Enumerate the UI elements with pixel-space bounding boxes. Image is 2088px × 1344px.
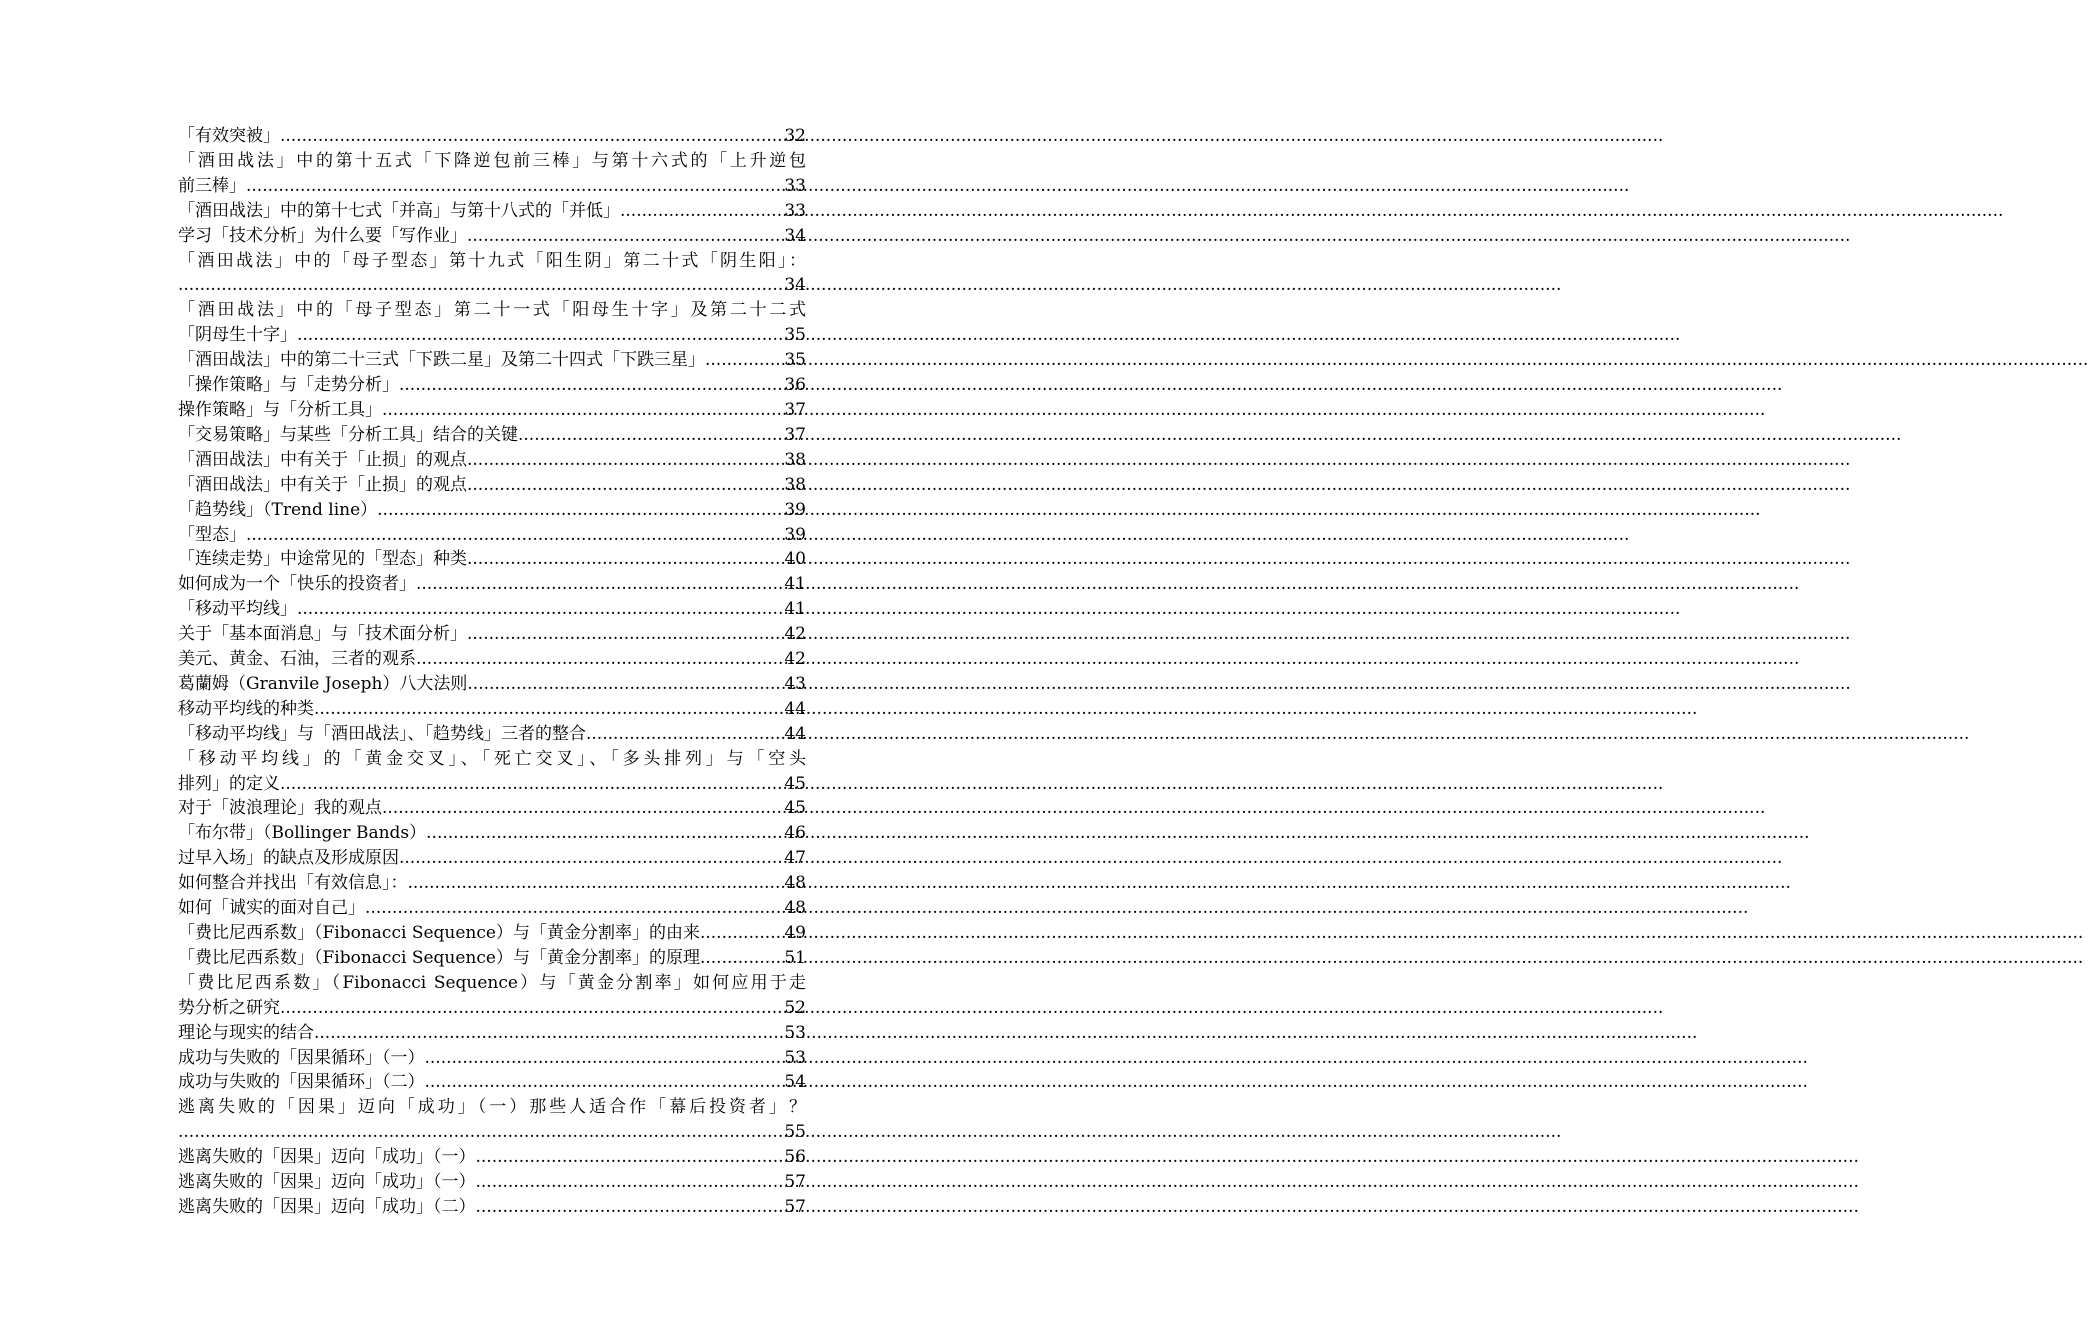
dot-leader [705,348,784,373]
dot-leader [426,821,784,846]
dot-leader [297,597,784,622]
toc-entry[interactable] [178,572,806,597]
toc-page-number: 55 [784,1122,806,1143]
toc-entry-title: 「酒田战法」中有关于「止损」的观点 [178,474,467,495]
toc-page-number: 44 [784,698,806,719]
toc-entry-title-line: 「酒田战法」中的第十五式「下降逆包前三棒」与第十六式的「上升逆包 [178,150,806,171]
toc-page-number: 35 [784,325,806,346]
toc-entry[interactable] [178,1195,806,1220]
dot-leader [377,498,784,523]
toc-entry[interactable] [178,622,806,647]
dot-leader [382,796,784,821]
dot-leader [476,1170,785,1195]
dot-leader [246,174,784,199]
toc-entry-title: 成功与失败的「因果循环」（二） [178,1072,425,1093]
toc-entry-last-line [178,348,806,373]
toc-entry-title: 如何整合并找出「有效信息」： [178,873,408,894]
toc-page-number: 48 [784,873,806,894]
toc-entry[interactable] [178,398,806,423]
toc-entry[interactable] [178,448,806,473]
toc-entry[interactable] [178,523,806,548]
toc-entry[interactable] [178,597,806,622]
toc-entry-last-line [178,423,806,448]
toc-entry-last-line [178,1195,806,1220]
toc-page-number: 33 [784,200,806,221]
dot-leader [365,896,784,921]
toc-entry-title: 逃离失败的「因果」迈向「成功」（二） [178,1196,476,1217]
toc-page-number: 43 [784,673,806,694]
toc-entry-last-line [178,846,806,871]
toc-entry-title: 「操作策略」与「走势分析」 [178,375,399,396]
toc-page-number: 38 [784,474,806,495]
toc-entry-title: 「费比尼西系数」（Fibonacci Sequence）与「黄金分割率」的由来 [178,923,700,943]
dot-leader [399,846,784,871]
toc-entry-last-line [178,1070,806,1095]
dot-leader [467,672,784,697]
toc-entry-title: 如何「诚实的面对自己」 [178,898,365,919]
toc-entry[interactable] [178,971,806,1021]
toc-page-number: 48 [784,898,806,919]
toc-entry[interactable] [178,373,806,398]
toc-entry-title: 势分析之研究 [178,997,280,1018]
dot-leader [280,996,784,1021]
toc-page-number: 41 [784,574,806,595]
toc-entry-last-line [178,273,806,298]
document-page [0,0,950,1344]
dot-leader [586,722,784,747]
toc-entry-last-line [178,996,806,1021]
toc-entry[interactable] [178,796,806,821]
toc-page-number: 39 [784,499,806,520]
toc-entry-title: 葛蘭姆（Granvile Joseph）八大法则 [178,673,468,694]
toc-entry-last-line [178,124,806,149]
toc-entry-last-line [178,1170,806,1195]
toc-entry-last-line [178,398,806,423]
toc-entry-last-line [178,697,806,722]
toc-entry-last-line [178,921,806,946]
toc-entry-title: 「酒田战法」中的第二十三式「下跌二星」及第二十四式「下跌三星」 [178,350,705,371]
toc-page-number: 34 [784,275,806,296]
toc-entry-last-line [178,896,806,921]
toc-entry-title: 排列」的定义 [178,773,280,794]
toc-page-number: 33 [784,175,806,196]
toc-entry-last-line [178,821,806,846]
toc-entry[interactable] [178,199,806,224]
toc-entry[interactable] [178,871,806,896]
toc-entry-last-line [178,647,806,672]
toc-entry-title: 对于「波浪理论」我的观点 [178,798,382,819]
toc-entry-title: 逃离失败的「因果」迈向「成功」（一） [178,1172,476,1193]
dot-leader [297,323,784,348]
dot-leader [178,1120,784,1145]
toc-entry[interactable] [178,747,806,797]
toc-entry-title: 逃离失败的「因果」迈向「成功」（一） [178,1147,476,1168]
toc-entry-title: 如何成为一个「快乐的投资者」 [178,574,416,595]
toc-entry[interactable] [178,423,806,448]
dot-leader [425,1070,785,1095]
dot-leader [467,622,784,647]
toc-entry[interactable] [178,1046,806,1071]
toc-entry-last-line [178,946,806,971]
toc-page-number: 57 [784,1196,806,1217]
toc-entry-title-line: 逃离失败的「因果」迈向「成功」（一）那些人适合作「幕后投资者」？ [178,1097,806,1118]
toc-entry-last-line [178,174,806,199]
toc-entry[interactable] [178,149,806,199]
toc-page-number: 39 [784,524,806,545]
toc-page-number: 35 [784,350,806,371]
dot-leader [314,1021,784,1046]
toc-entry-last-line [178,523,806,548]
toc-entry-last-line [178,772,806,797]
toc-entry-last-line [178,622,806,647]
toc-entry-last-line [178,1021,806,1046]
toc-page-number: 40 [784,549,806,570]
toc-entry[interactable] [178,846,806,871]
toc-entry[interactable] [178,921,806,946]
toc-entry[interactable] [178,224,806,249]
toc-page-number: 42 [784,624,806,645]
toc-entry-title: 关于「基本面消息」与「技术面分析」 [178,624,467,645]
toc-page-number: 45 [784,773,806,794]
dot-leader [408,871,785,896]
dot-leader [314,697,784,722]
toc-page-number: 37 [784,399,806,420]
toc-entry-title: 「阴母生十字」 [178,325,297,346]
toc-entry-title-line: 「酒田战法」中的「母子型态」第十九式「阳生阴」第二十式「阴生阳」： [178,250,806,271]
toc-entry-title: 过早入场」的缺点及形成原因 [178,848,399,869]
dot-leader [280,772,784,797]
dot-leader [467,224,784,249]
toc-entry-title: 「移动平均线」与「酒田战法」、「趋势线」三者的整合 [178,723,586,744]
toc-entry-last-line [178,597,806,622]
toc-page-number: 42 [784,649,806,670]
toc-entry-title: 「型态」 [178,524,246,545]
toc-entry-last-line [178,572,806,597]
toc-entry[interactable] [178,298,806,348]
toc-page-number: 46 [784,823,806,844]
toc-entry-title: 理论与现实的结合 [178,1022,314,1043]
toc-entry-last-line [178,722,806,747]
toc-entry-last-line [178,547,806,572]
toc-entry-title: 成功与失败的「因果循环」（一） [178,1047,425,1068]
dot-leader [476,1145,785,1170]
dot-leader [416,647,784,672]
dot-leader [476,1195,785,1220]
toc-page-number: 41 [784,599,806,620]
toc-entry-title-line: 「酒田战法」中的「母子型态」第二十一式「阳母生十字」及第二十二式 [178,300,806,321]
dot-leader [467,448,784,473]
toc-entry[interactable] [178,946,806,971]
toc-page-number: 47 [784,848,806,869]
toc-entry-last-line [178,199,806,224]
toc-entry-last-line [178,871,806,896]
table-of-contents [178,124,806,1220]
dot-leader [700,921,784,946]
toc-page-number: 53 [784,1047,806,1068]
toc-entry-title: 「酒田战法」中的第十七式「并高」与第十八式的「并低」 [178,200,620,221]
toc-entry-last-line [178,323,806,348]
toc-page-number: 57 [784,1172,806,1193]
toc-entry-title-line: 「移动平均线」的「黄金交叉」、「死亡交叉」、「多头排列」与「空头 [178,748,806,769]
dot-leader [399,373,784,398]
toc-entry-last-line [178,373,806,398]
toc-page-number: 51 [784,947,806,968]
toc-page-number: 45 [784,798,806,819]
toc-page-number: 36 [784,375,806,396]
toc-entry[interactable] [178,697,806,722]
toc-entry[interactable] [178,1095,806,1145]
dot-leader [518,423,784,448]
toc-entry-last-line [178,1145,806,1170]
toc-entry-title: 移动平均线的种类 [178,698,314,719]
toc-entry-title-line: 「费比尼西系数」（Fibonacci Sequence）与「黄金分割率」如何应用于走 [178,972,806,993]
toc-entry[interactable] [178,1021,806,1046]
toc-entry-last-line [178,1120,806,1145]
dot-leader [467,473,784,498]
dot-leader [178,273,784,298]
toc-entry-title: 「交易策略」与某些「分析工具」结合的关键 [178,424,518,445]
toc-entry-title: 「连续走势」中途常见的「型态」种类 [178,549,467,570]
toc-entry[interactable] [178,124,806,149]
toc-page-number: 56 [784,1147,806,1168]
toc-page-number: 44 [784,723,806,744]
dot-leader [280,124,784,149]
toc-entry[interactable] [178,821,806,846]
toc-entry[interactable] [178,672,806,697]
toc-entry-title: 学习「技术分析」为什么要「写作业」 [178,225,467,246]
dot-leader [416,572,784,597]
toc-entry[interactable] [178,1070,806,1095]
dot-leader [700,946,784,971]
toc-entry-title: 「有效突被」 [178,126,280,146]
dot-leader [620,199,784,224]
toc-page-number: 34 [784,225,806,246]
toc-entry-title: 美元、黄金、石油，三者的观系 [178,649,416,670]
toc-entry-last-line [178,796,806,821]
toc-entry[interactable] [178,249,806,299]
toc-entry[interactable] [178,498,806,523]
dot-leader [246,523,784,548]
toc-entry[interactable] [178,1170,806,1195]
dot-leader [382,398,784,423]
toc-entry-last-line [178,473,806,498]
toc-entry-last-line [178,224,806,249]
toc-page-number: 32 [784,126,806,146]
toc-entry[interactable] [178,722,806,747]
toc-entry[interactable] [178,473,806,498]
toc-entry[interactable] [178,348,806,373]
toc-entry-last-line [178,448,806,473]
toc-entry[interactable] [178,547,806,572]
dot-leader [425,1046,785,1071]
toc-entry-title: 「布尔带」（Bollinger Bands） [178,823,427,844]
toc-entry[interactable] [178,647,806,672]
toc-entry-last-line [178,672,806,697]
toc-page-number: 49 [784,923,806,943]
toc-page-number: 53 [784,1022,806,1043]
toc-entry-title: 操作策略」与「分析工具」 [178,399,382,420]
toc-entry-title: 「移动平均线」 [178,599,297,620]
toc-entry-title: 「酒田战法」中有关于「止损」的观点 [178,449,467,470]
toc-page-number: 54 [784,1072,806,1093]
toc-page-number: 37 [784,424,806,445]
toc-entry[interactable] [178,1145,806,1170]
dot-leader [467,547,784,572]
toc-entry-title: 前三棒」 [178,175,246,196]
toc-entry-last-line [178,1046,806,1071]
toc-entry[interactable] [178,896,806,921]
toc-entry-title: 「费比尼西系数」（Fibonacci Sequence）与「黄金分割率」的原理 [178,947,700,968]
toc-page-number: 38 [784,449,806,470]
toc-page-number: 52 [784,997,806,1018]
toc-entry-last-line [178,498,806,523]
toc-entry-title: 「趋势线」（Trend line） [178,499,378,520]
